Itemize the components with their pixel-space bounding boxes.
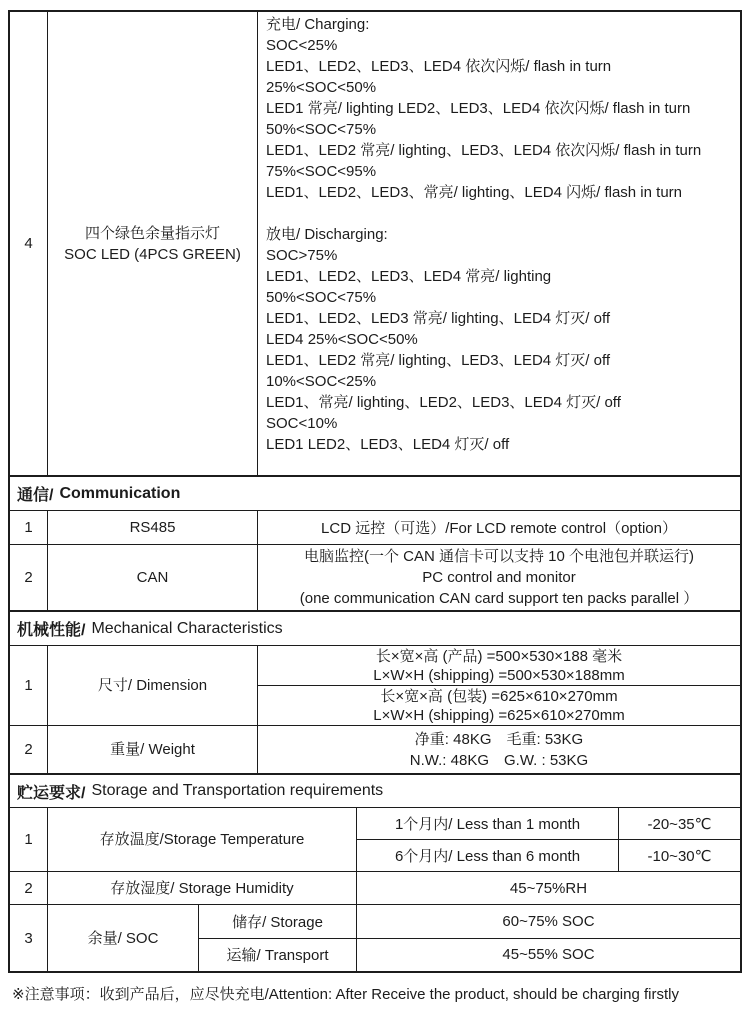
component-name-cn: 四个绿色余量指示灯	[84, 224, 220, 242]
temperature-conditions	[357, 808, 740, 871]
section-title-cn: 通信/	[17, 487, 54, 504]
weight-row	[10, 726, 740, 774]
led-behavior-line: LED1、LED2 常亮/ lighting、LED3、LED4 依次闪烁/ flash in turn	[266, 142, 702, 159]
dimension-row	[10, 646, 740, 726]
interface-name-cell: RS485	[48, 511, 258, 544]
product-size-line-cn: 长×宽×高 (产品) =500×530×188 毫米	[375, 647, 623, 665]
row-number-cell: 1	[10, 646, 48, 725]
storage-section-header	[10, 774, 740, 808]
block-spacer	[266, 203, 734, 224]
row-number-cell: 1	[10, 511, 48, 544]
led-behavior-line: 10%<SOC<25%	[266, 373, 377, 390]
section-title-cn: 机械性能/	[17, 622, 86, 639]
temp-condition-cell: 1个月内/ Less than 1 month	[357, 808, 619, 839]
led-behavior-line: LED1、LED2 常亮/ lighting、LED3、LED4 灯灭/ off	[266, 352, 611, 369]
interface-desc-cell	[258, 545, 740, 610]
led-behavior-line: 放电/ Discharging:	[266, 226, 388, 243]
spec-name-cell: 存放温度/Storage Temperature	[48, 808, 357, 871]
led-behavior-line: LED4 25%<SOC<50%	[266, 331, 418, 348]
row-number-cell: 3	[10, 905, 48, 971]
temp-condition-subrow	[357, 840, 740, 871]
can-desc-line-cn: 电脑监控(一个 CAN 通信卡可以支持 10 个电池包并联运行)	[303, 548, 695, 565]
soc-condition-subrow	[199, 905, 740, 939]
section-title-en: Storage and Transportation requirements	[91, 782, 384, 799]
section-title-en: Mechanical Characteristics	[91, 619, 283, 637]
component-name-cell	[48, 12, 258, 475]
interface-name-cell: CAN	[48, 545, 258, 610]
package-size-subrow	[258, 686, 740, 725]
temp-condition-subrow	[357, 808, 740, 840]
package-size-cell	[258, 686, 740, 725]
led-behavior-line: 充电/ Charging:	[266, 16, 370, 33]
humidity-value-cell: 45~75%RH	[509, 879, 588, 897]
temp-value-cell: -10~30℃	[647, 847, 712, 865]
temp-value-cell: -20~35℃	[647, 815, 712, 833]
product-size-subrow	[258, 646, 740, 686]
rs485-row	[10, 511, 740, 545]
led-behavior-line: LED1 常亮/ lighting LED2、LED3、LED4 依次闪烁/ flash in turn	[266, 100, 691, 117]
communication-section-header	[10, 476, 740, 511]
led-behavior-line: LED1、LED2、LED3、LED4 依次闪烁/ flash in turn	[266, 58, 612, 75]
soc-conditions	[199, 905, 740, 971]
can-desc-line-en2: (one communication CAN card support ten packs parallel ）	[299, 590, 699, 607]
mechanical-section-header	[10, 611, 740, 646]
discharging-block	[266, 224, 734, 455]
soc-led-row	[10, 12, 740, 476]
spec-name-cell: 尺寸/ Dimension	[48, 646, 258, 725]
storage-temperature-row	[10, 808, 740, 872]
row-number-cell: 2	[10, 872, 48, 904]
can-desc-line-en1: PC control and monitor	[422, 569, 576, 586]
spec-name-cell: 存放湿度/ Storage Humidity	[48, 872, 357, 904]
led-behavior-line: 50%<SOC<75%	[266, 289, 377, 306]
charging-block	[266, 14, 734, 203]
led-behavior-line: LED1、LED2、LED3、LED4 常亮/ lighting	[266, 268, 552, 285]
led-behavior-line: LED1、LED2、LED3 常亮/ lighting、LED4 灯灭/ off	[266, 310, 611, 327]
storage-humidity-row	[10, 872, 740, 905]
led-behavior-line: SOC<10%	[266, 415, 338, 432]
product-size-line-en: L×W×H (shipping) =500×530×188mm	[373, 666, 625, 684]
row-number-cell: 4	[10, 12, 48, 475]
soc-condition-cell: 储存/ Storage	[199, 905, 357, 938]
soc-value-cell: 45~55% SOC	[502, 946, 595, 964]
soc-condition-cell: 运输/ Transport	[199, 939, 357, 972]
attention-footer-note: ※注意事项：收到产品后，应尽快充电/Attention: After Receive the product, should be charging firstly	[12, 986, 679, 1003]
row-number-cell: 1	[10, 808, 48, 871]
weight-value-cell	[258, 726, 740, 773]
led-behavior-line: LED1、常亮/ lighting、LED2、LED3、LED4 灯灭/ off	[266, 394, 621, 411]
section-title-cn: 贮运要求/	[17, 784, 86, 802]
row-number-cell: 2	[10, 726, 48, 773]
spec-table	[8, 10, 742, 973]
led-behavior-line: 75%<SOC<95%	[266, 163, 377, 180]
led-behavior-line: 25%<SOC<50%	[266, 79, 377, 96]
weight-line-cn: 净重: 48KG 毛重: 53KG	[414, 730, 584, 748]
spec-name-cell: 余量/ SOC	[48, 905, 199, 971]
led-behavior-cell	[258, 12, 740, 475]
led-behavior-line: LED1 LED2、LED3、LED4 灯灭/ off	[266, 436, 510, 453]
led-behavior-line: 50%<SOC<75%	[266, 121, 377, 138]
can-row	[10, 545, 740, 611]
weight-line-en: N.W.: 48KG G.W. : 53KG	[409, 751, 589, 769]
interface-desc-cell: LCD 远控（可选）/For LCD remote control（option）	[321, 520, 677, 537]
soc-value-cell: 60~75% SOC	[502, 912, 595, 930]
section-title-en: Communication	[59, 484, 181, 502]
soc-row	[10, 905, 740, 971]
row-number-cell: 2	[10, 545, 48, 610]
soc-condition-subrow	[199, 939, 740, 972]
led-behavior-line: SOC>75%	[266, 247, 338, 264]
temp-condition-cell: 6个月内/ Less than 6 month	[357, 840, 619, 871]
dimension-values	[258, 646, 740, 725]
spec-name-cell: 重量/ Weight	[48, 726, 258, 773]
component-name-en: SOC LED (4PCS GREEN)	[64, 245, 241, 263]
product-size-cell	[258, 646, 740, 685]
package-size-line-en: L×W×H (shipping) =625×610×270mm	[373, 706, 625, 724]
package-size-line-cn: 长×宽×高 (包装) =625×610×270mm	[380, 687, 618, 705]
led-behavior-line: LED1、LED2、LED3、常亮/ lighting、LED4 闪烁/ flash in turn	[266, 184, 683, 201]
led-behavior-line: SOC<25%	[266, 37, 338, 54]
